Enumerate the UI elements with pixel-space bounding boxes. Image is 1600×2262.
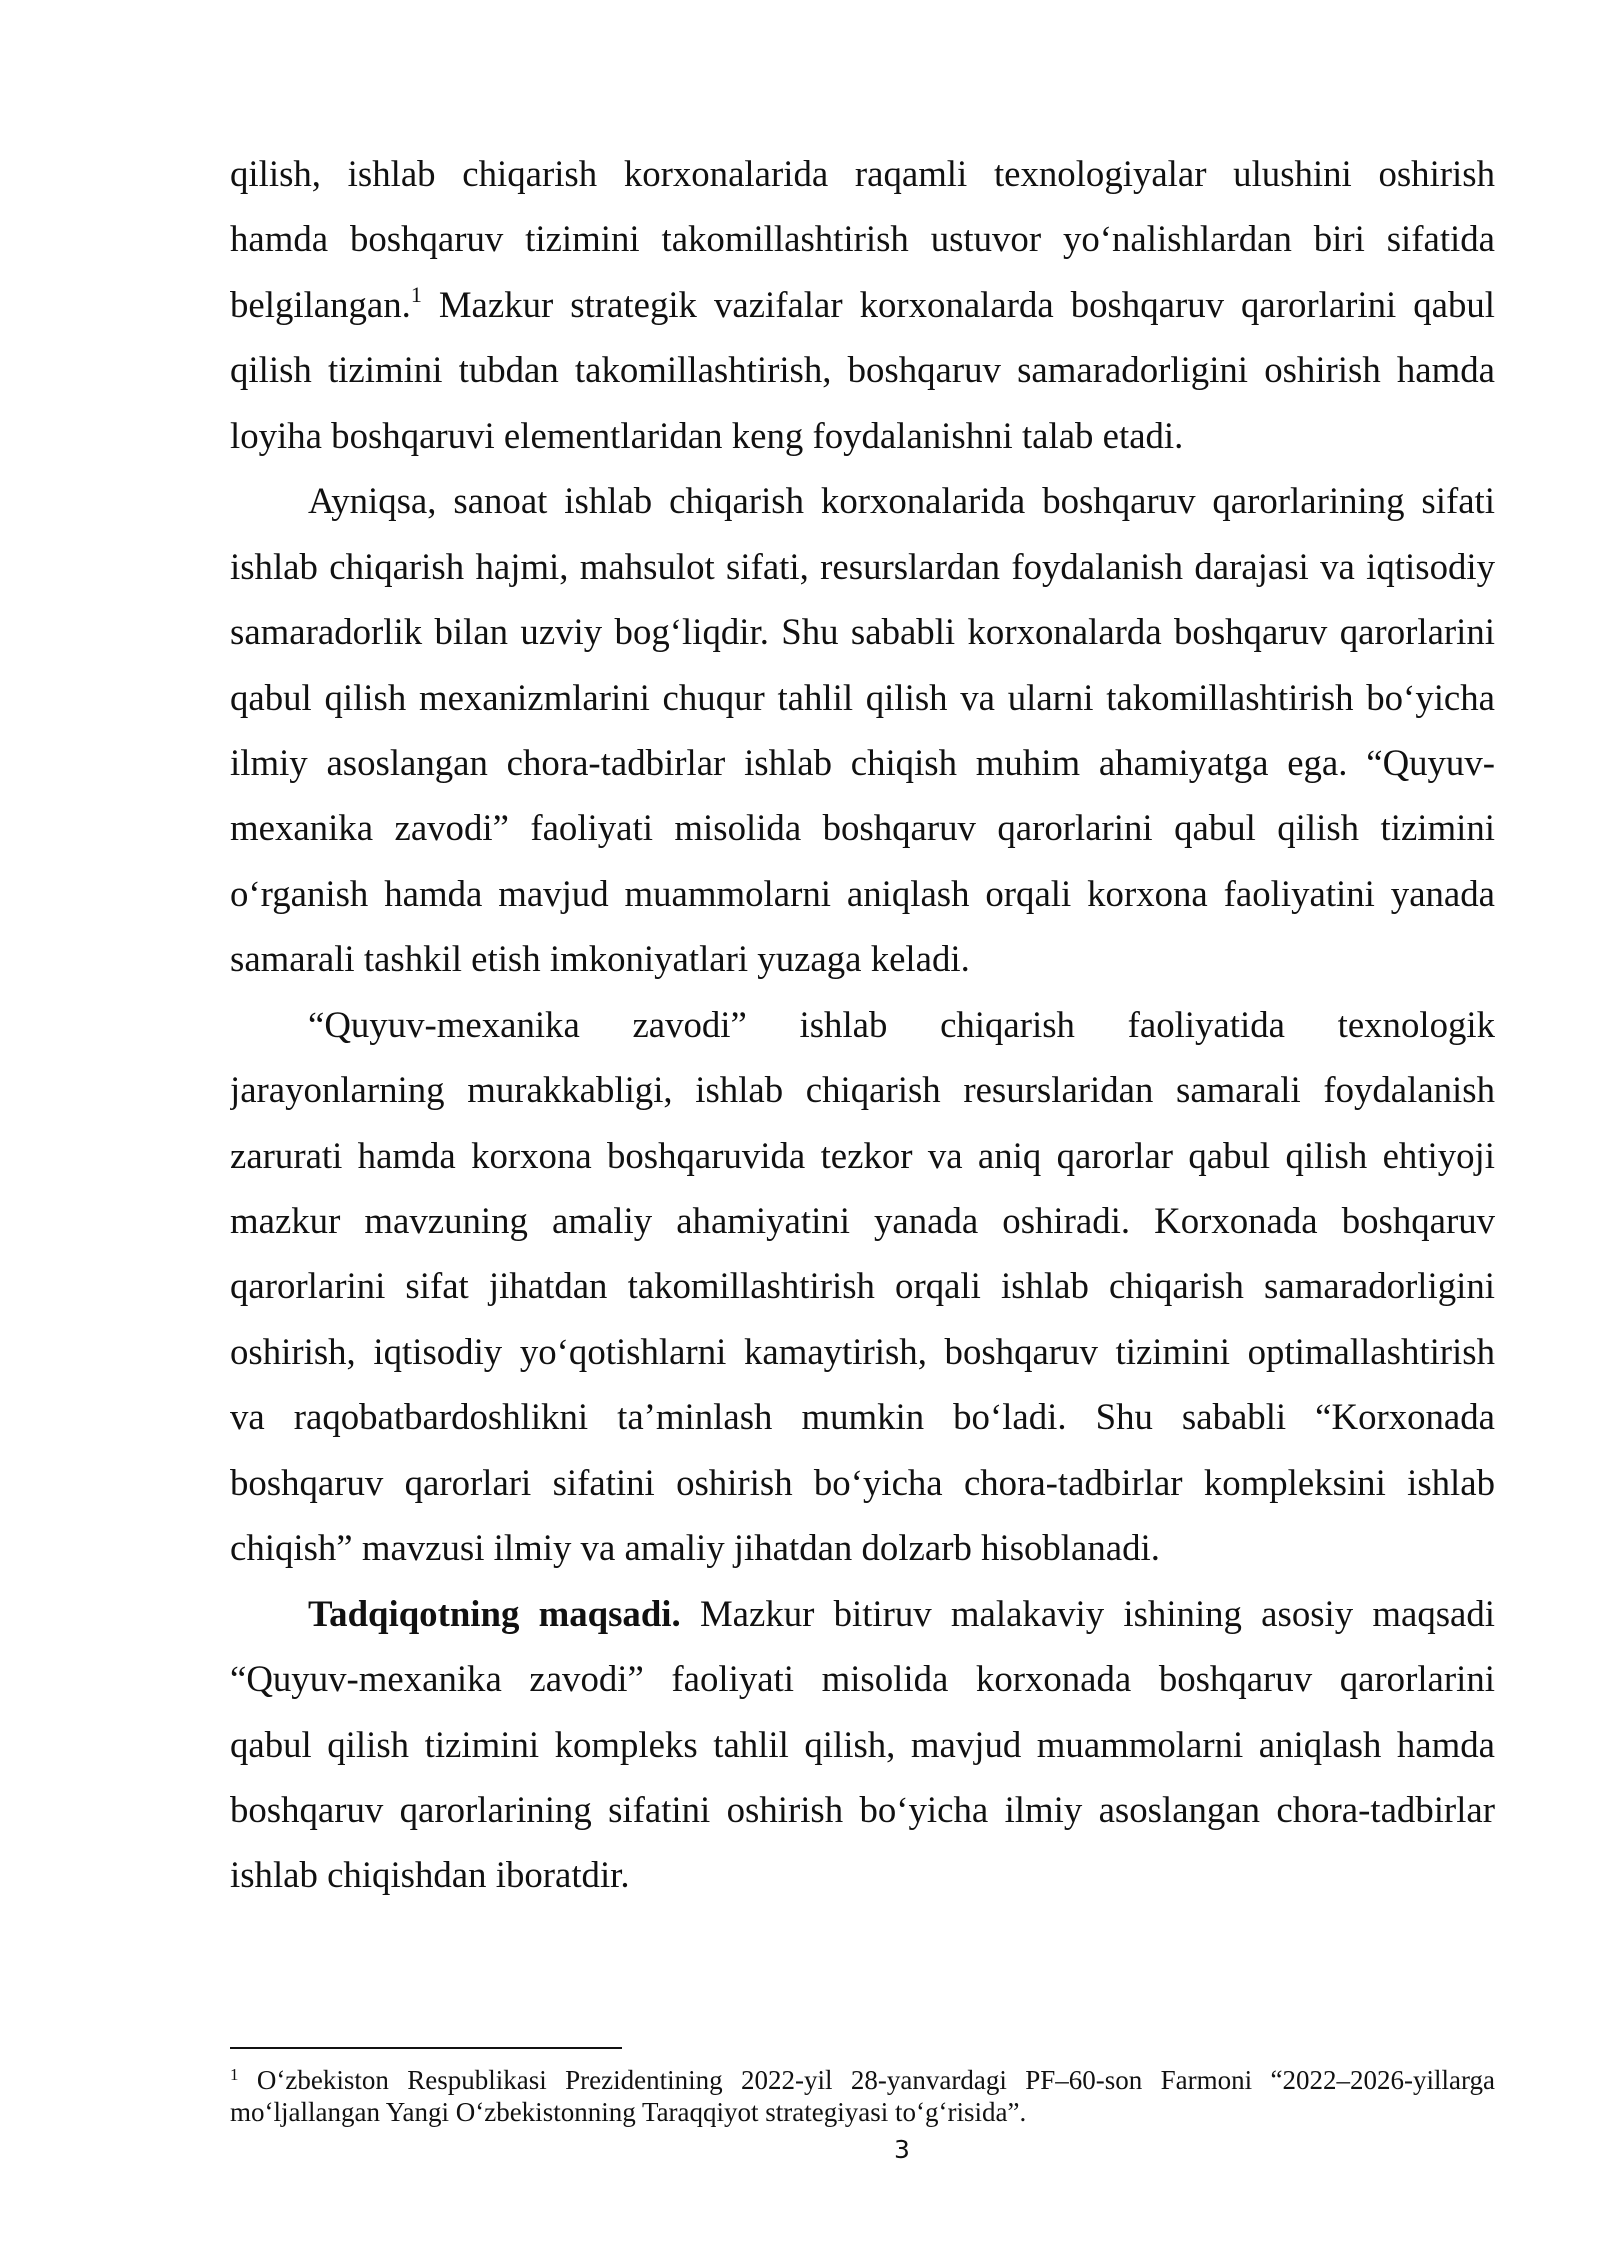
body-line: “Quyuv-mexanika zavodi” faoliyati misolida korxonada boshqaruv qarorlarini (230, 1658, 1495, 1700)
inline-section-heading: Tadqiqotning maqsadi. (308, 1592, 681, 1634)
body-line: qabul qilish mexanizmlarini chuqur tahlil qilish va ularni takomillashtirish bo‘yicha (230, 676, 1495, 718)
body-line: mazkur mavzuning amaliy ahamiyatini yanada oshiradi. Korxonada boshqaruv (230, 1200, 1495, 1241)
body-line: o‘rganish hamda mavjud muammolarni aniqlash orqali korxona faoliyatini yanada (230, 872, 1495, 914)
body-line: mexanika zavodi” faoliyati misolida boshqaruv qarorlarini qabul qilish tizimini (230, 807, 1495, 849)
body-text (230, 141, 1495, 1908)
body-line: hamda boshqaruv tizimini takomillashtirish ustuvor yo‘nalishlardan biri sifatida (230, 218, 1495, 260)
body-line: oshirish, iqtisodiy yo‘qotishlarni kamaytirish, boshqaruv tizimini optimallashtirish (230, 1330, 1495, 1372)
line-text: Mazkur strategik vazifalar korxonalarda boshqaruv qarorlarini qabul (438, 283, 1495, 325)
body-line: ishlab chiqishdan iboratdir. (230, 1854, 630, 1896)
body-line: qilish, ishlab chiqarish korxonalarida raqamli texnologiyalar ulushini oshirish (230, 153, 1495, 194)
footnote-marker: 1 (230, 2065, 239, 2084)
paragraph-continued (230, 141, 1495, 468)
page-number: 3 (894, 2135, 910, 2164)
body-line: samarali tashkil etish imkoniyatlari yuzaga keladi. (230, 938, 970, 980)
body-line (230, 272, 1495, 337)
body-line: chiqish” mavzusi ilmiy va amaliy jihatdan dolzarb hisoblanadi. (230, 1527, 1160, 1569)
body-line: boshqaruv qarorlari sifatini oshirish bo‘yicha chora-tadbirlar kompleksini ishlab (230, 1461, 1495, 1503)
footnote-line (230, 2064, 1495, 2096)
body-line: zarurati hamda korxona boshqaruvida tezkor va aniq qarorlar qabul qilish ehtiyoji (230, 1134, 1495, 1176)
body-line: qabul qilish tizimini kompleks tahlil qilish, mavjud muammolarni aniqlash hamda (230, 1723, 1495, 1765)
body-line: qilish tizimini tubdan takomillashtirish, boshqaruv samaradorligini oshirish hamda (230, 349, 1495, 391)
body-line (230, 1581, 1495, 1646)
paragraph (230, 992, 1495, 1581)
paragraph-research-goal (230, 1581, 1495, 1908)
body-line: qarorlarini sifat jihatdan takomillashtirish orqali ishlab chiqarish samaradorligini (230, 1265, 1495, 1307)
body-line: boshqaruv qarorlarining sifatini oshirish bo‘yicha ilmiy asoslangan chora-tadbirlar (230, 1788, 1495, 1830)
body-line: va raqobatbardoshlikni ta’minlash mumkin bo‘ladi. Shu sababli “Korxonada (230, 1396, 1495, 1438)
body-line: samaradorlik bilan uzviy bog‘liqdir. Shu sababli korxonalarda boshqaruv qarorlarini (230, 611, 1495, 653)
footnote-separator (230, 2047, 622, 2049)
body-line: jarayonlarning murakkabligi, ishlab chiqarish resurslaridan samarali foydalanish (230, 1069, 1495, 1111)
paragraph (230, 468, 1495, 992)
footnote-reference: 1 (410, 281, 422, 307)
footnote (230, 2064, 1495, 2128)
footnote-line: mo‘ljallangan Yangi O‘zbekistonning Taraqqiyot strategiyasi to‘g‘risida”. (230, 2097, 1027, 2127)
body-line: Ayniqsa, sanoat ishlab chiqarish korxonalarida boshqaruv qarorlarining sifati (308, 480, 1495, 522)
body-line: loyiha boshqaruvi elementlaridan keng foydalanishni talab etadi. (230, 414, 1184, 456)
body-line: ilmiy asoslangan chora-tadbirlar ishlab chiqish muhim ahamiyatga ega. “Quyuv- (230, 741, 1495, 783)
body-line: “Quyuv-mexanika zavodi” ishlab chiqarish faoliyatida texnologik (308, 1003, 1495, 1045)
line-text: Mazkur bitiruv malakaviy ishining asosiy maqsadi (699, 1592, 1495, 1634)
body-line: ishlab chiqarish hajmi, mahsulot sifati, resurslardan foydalanish darajasi va iqtisodiy (230, 545, 1495, 587)
footnote-text: O‘zbekiston Respublikasi Prezidentining 2022-yil 28-yanvardagi PF–60-son Farmoni “2022–2026-yillarga (256, 2065, 1495, 2095)
line-text: belgilangan. (230, 283, 411, 325)
